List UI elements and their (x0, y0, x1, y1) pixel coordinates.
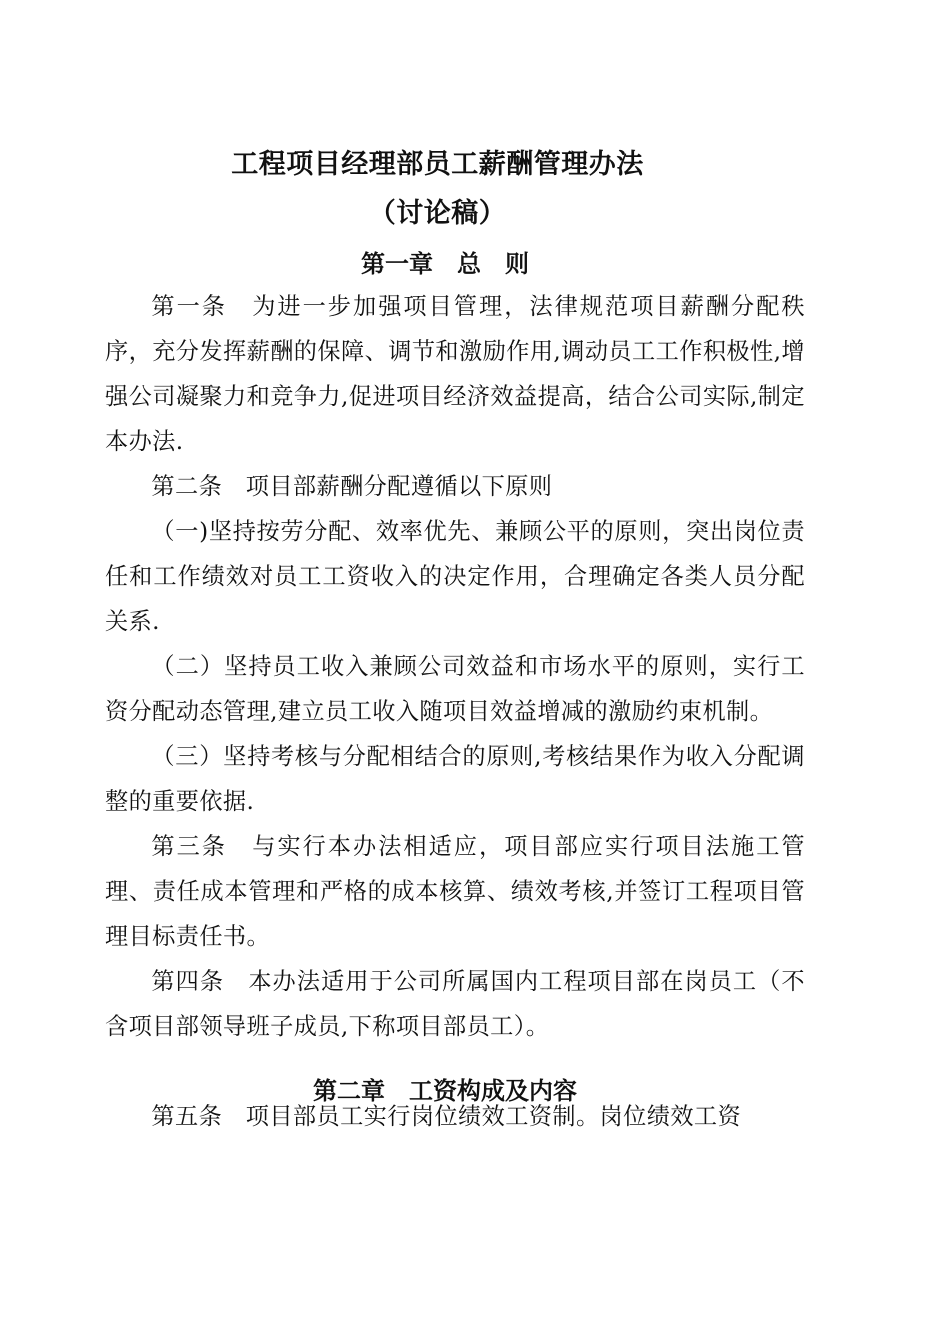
principle-1: （一)坚持按劳分配、效率优先、兼顾公平的原则，突出岗位责任和工作绩效对员工工资收入的决定作用，合理确定各类人员分配关系. (105, 518, 805, 635)
principle-2: （二）坚持员工收入兼顾公司效益和市场水平的原则，实行工资分配动态管理,建立员工收入随项目效益增减的激励约束机制。 (105, 653, 805, 725)
document-title: 工程项目经理部员工薪酬管理办法 (231, 149, 644, 180)
article-5: 第五条 项目部员工实行岗位绩效工资制。岗位绩效工资 (151, 1103, 742, 1130)
article-3: 第三条 与实行本办法相适应，项目部应实行项目法施工管理、责任成本管理和严格的成本核算、绩效考核,并签订工程项目管理目标责任书。 (105, 833, 805, 950)
article-4: 第四条 本办法适用于公司所属国内工程项目部在岗员工（不含项目部领导班子成员,下称项目部员工）。 (105, 968, 805, 1040)
principle-3: （三）坚持考核与分配相结合的原则,考核结果作为收入分配调整的重要依据. (105, 743, 805, 815)
article-2: 第二条 项目部薪酬分配遵循以下原则 (151, 473, 553, 500)
article-1: 第一条 为进一步加强项目管理，法律规范项目薪酬分配秩序，充分发挥薪酬的保障、调节和激励作用,调动员工工作积极性,增强公司凝聚力和竞争力,促进项目经济效益提高，结合公司实际,制定本办法. (105, 293, 805, 455)
document-subtitle: （讨论稿） (368, 198, 507, 229)
chapter-heading-2: 第二章 工资构成及内容 (313, 1077, 577, 1105)
document-body (105, 284, 805, 1139)
chapter-heading-1: 第一章 总 则 (361, 250, 529, 278)
